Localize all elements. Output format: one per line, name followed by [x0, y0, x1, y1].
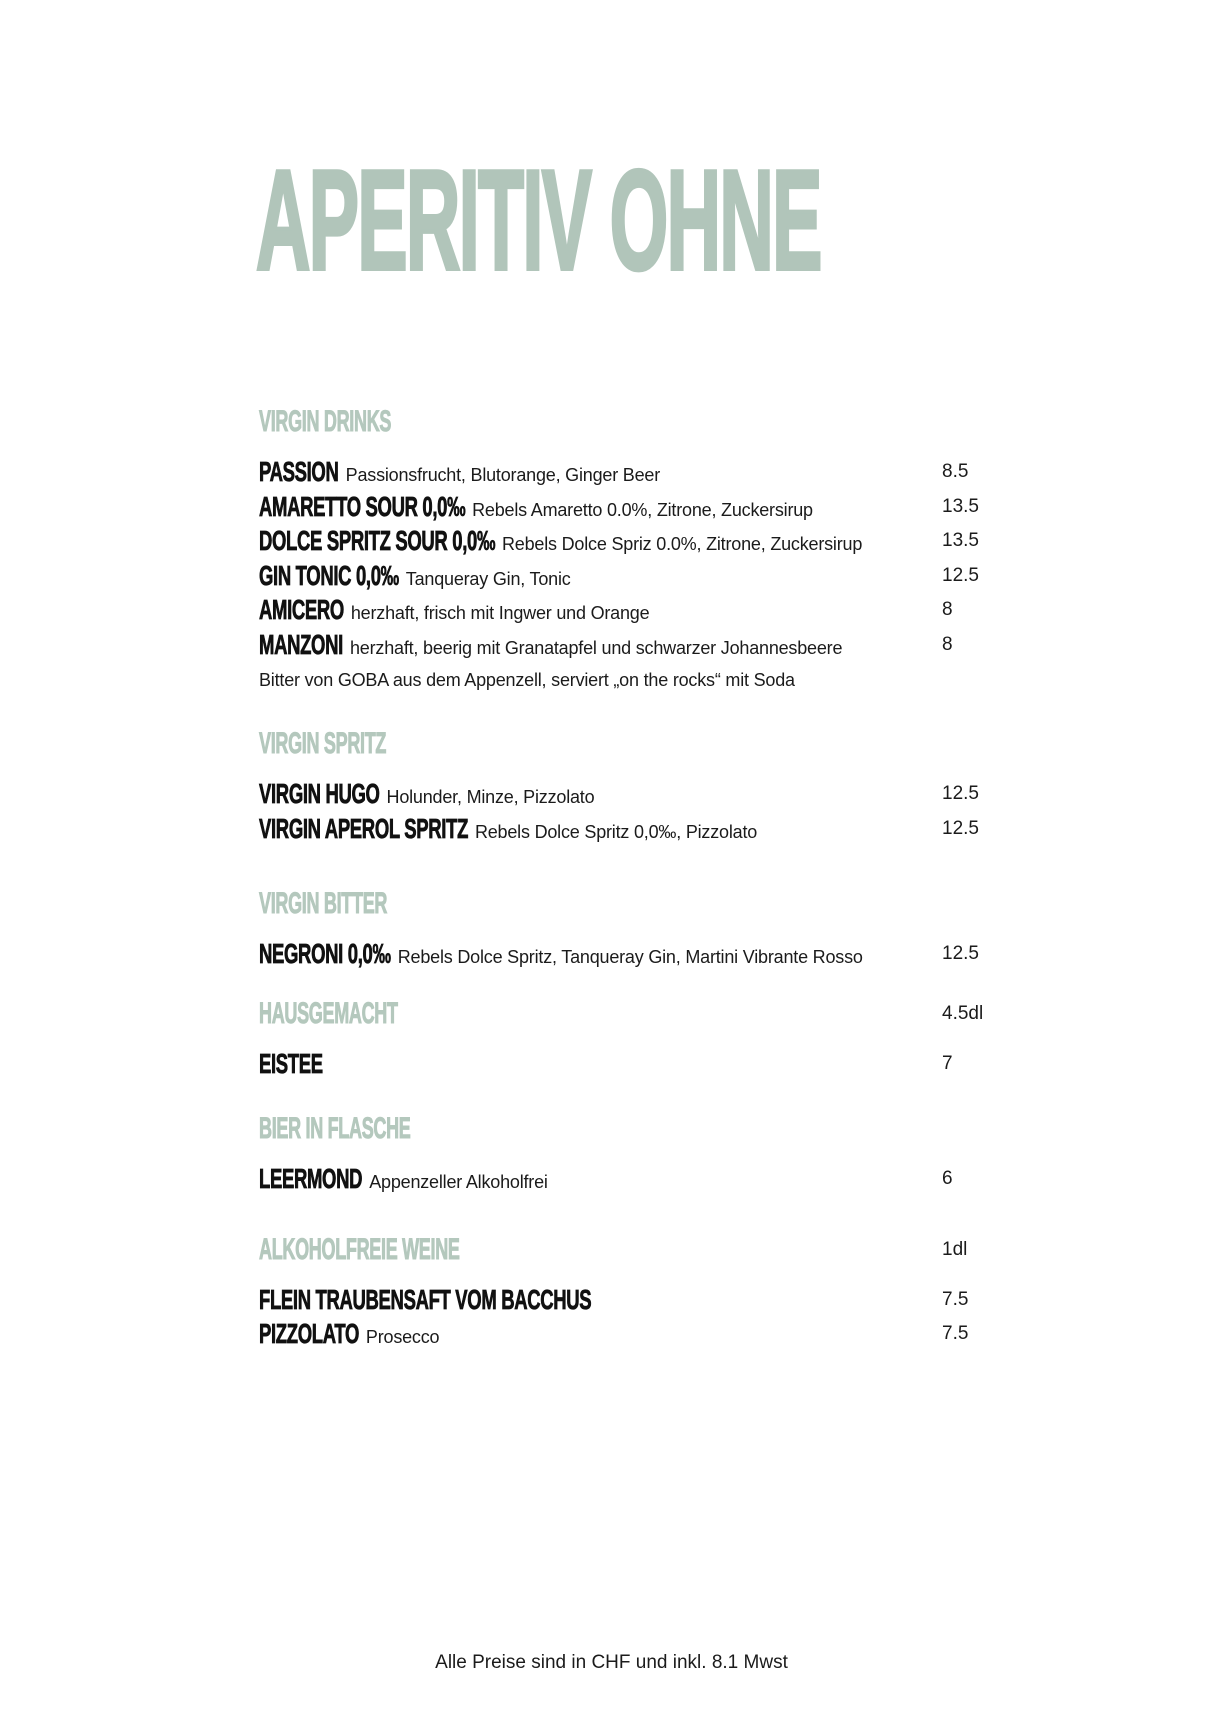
item-price: 6 — [942, 1168, 953, 1189]
menu-item — [259, 593, 1023, 628]
item-description: Appenzeller Alkoholfrei — [369, 1172, 548, 1192]
item-price: 12.5 — [942, 783, 979, 804]
item-description: Prosecco — [365, 1327, 440, 1347]
item-description: herzhaft, beerig mit Granatapfel und schwarzer Johannesbeere — [349, 637, 843, 658]
section-header — [259, 886, 1023, 927]
item-description: Rebels Dolce Spriz 0.0%, Zitrone, Zuckersirup — [502, 534, 863, 554]
section-heading: BIER IN FLASCHE — [259, 1112, 411, 1145]
section-items — [259, 1047, 1023, 1082]
footer-note: Alle Preise sind in CHF und inkl. 8.1 Mwst — [435, 1652, 788, 1673]
item-description: Rebels Dolce Spritz 0,0‰, Pizzolato — [474, 821, 758, 842]
item-price: 7.5 — [942, 1288, 969, 1310]
section-header — [259, 726, 1023, 767]
section-virgin-bitter — [259, 886, 1023, 972]
item-name: PIZZOLATO — [259, 1318, 360, 1349]
menu-item — [259, 559, 1023, 594]
section-items — [259, 937, 1023, 972]
section-virgin-spritz — [259, 726, 1023, 846]
item-name: EISTEE — [259, 1047, 323, 1079]
section-heading: HAUSGEMACHT — [259, 996, 398, 1030]
item-name: VIRGIN HUGO — [259, 778, 380, 809]
item-description: Rebels Dolce Spritz, Tanqueray Gin, Martini Vibrante Rosso — [397, 947, 863, 967]
section-bier-in-flasche — [259, 1111, 1023, 1197]
item-name: GIN TONIC 0,0‰ — [259, 559, 399, 591]
section-items — [259, 1162, 1023, 1197]
section-heading: VIRGIN DRINKS — [259, 405, 392, 438]
item-price: 12.5 — [942, 564, 979, 586]
menu-item — [259, 524, 1023, 559]
menu-content — [259, 0, 1023, 1352]
item-name: NEGRONI 0,0‰ — [259, 938, 391, 969]
menu-item — [259, 455, 1023, 490]
item-price: 13.5 — [942, 530, 979, 551]
item-price: 13.5 — [942, 495, 979, 517]
item-price: 8 — [942, 633, 953, 655]
item-name: VIRGIN APEROL SPRITZ — [259, 812, 469, 844]
menu-item — [259, 812, 1023, 847]
section-items — [259, 1283, 1023, 1352]
section-items — [259, 455, 1023, 662]
item-description: Passionsfrucht, Blutorange, Ginger Beer — [345, 465, 661, 485]
menu-item — [259, 777, 1023, 812]
section-header — [259, 996, 1023, 1037]
item-name: PASSION — [259, 456, 339, 487]
item-price: 12.5 — [942, 817, 979, 839]
menu-item — [259, 628, 1023, 663]
item-description: Holunder, Minze, Pizzolato — [386, 787, 595, 807]
page-title: APERITIV OHNE — [256, 141, 821, 300]
menu-item — [259, 1317, 1023, 1352]
section-virgin-drinks — [259, 404, 1023, 695]
section-heading: ALKOHOLFREIE WEINE — [259, 1232, 460, 1266]
section-hausgemacht — [259, 996, 1023, 1082]
item-description: Rebels Amaretto 0.0%, Zitrone, Zuckersirup — [472, 499, 813, 520]
item-price: 7.5 — [942, 1323, 969, 1344]
section-unit: 1dl — [942, 1238, 968, 1260]
item-price: 8.5 — [942, 461, 969, 482]
item-name: MANZONI — [259, 628, 343, 660]
section-items — [259, 777, 1023, 846]
menu-item — [259, 1283, 1023, 1318]
menu-item — [259, 937, 1023, 972]
section-heading: VIRGIN BITTER — [259, 887, 388, 920]
section-unit: 4.5dl — [942, 1002, 984, 1024]
item-name: AMICERO — [259, 594, 344, 625]
item-name: LEERMOND — [259, 1163, 363, 1194]
section-header — [259, 1232, 1023, 1273]
menu-item — [259, 1162, 1023, 1197]
item-description: herzhaft, frisch mit Ingwer und Orange — [350, 603, 650, 623]
section-header — [259, 404, 1023, 445]
section-note: Bitter von GOBA aus dem Appenzell, serviert „on the rocks“ mit Soda — [259, 670, 795, 690]
item-description: Tanqueray Gin, Tonic — [405, 568, 571, 589]
item-price: 12.5 — [942, 943, 979, 964]
section-heading: VIRGIN SPRITZ — [259, 727, 387, 760]
item-price: 8 — [942, 599, 953, 620]
item-name: AMARETTO SOUR 0,0‰ — [259, 490, 466, 522]
item-price: 7 — [942, 1052, 953, 1074]
item-name: DOLCE SPRITZ SOUR 0,0‰ — [259, 525, 496, 556]
menu-item — [259, 1047, 1023, 1082]
section-alkoholfreie-weine — [259, 1232, 1023, 1352]
section-header — [259, 1111, 1023, 1152]
item-name: FLEIN TRAUBENSAFT VOM BACCHUS — [259, 1283, 592, 1315]
menu-item — [259, 490, 1023, 525]
